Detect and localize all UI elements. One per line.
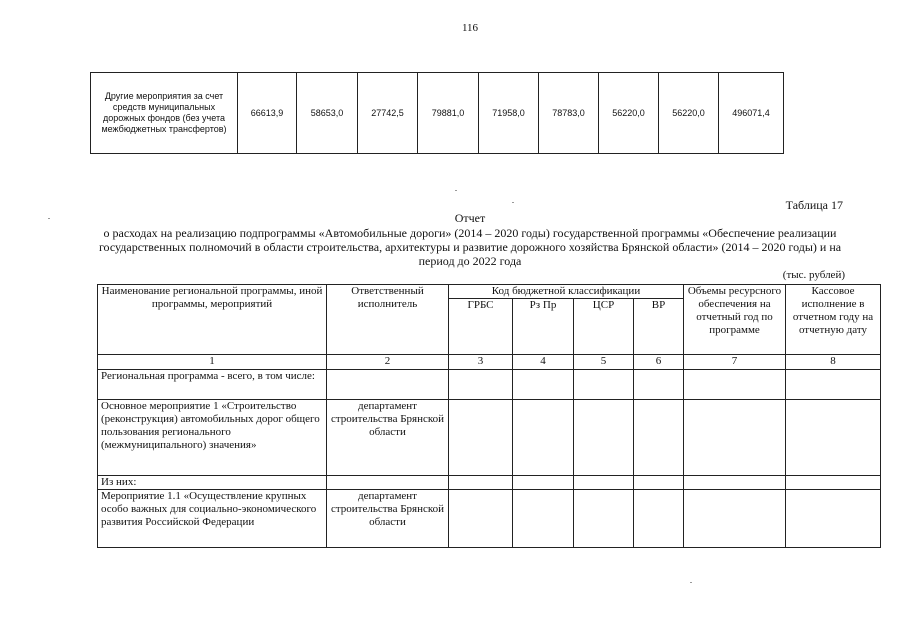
header-cash: Кассовое исполнение в отчетном году на отчетную дату bbox=[786, 285, 881, 355]
value-cell: 79881,0 bbox=[418, 73, 479, 154]
index-cell: 2 bbox=[327, 355, 449, 370]
header-csr: ЦСР bbox=[574, 299, 634, 355]
table-row bbox=[91, 73, 784, 154]
index-row bbox=[98, 355, 881, 370]
index-cell: 4 bbox=[513, 355, 574, 370]
value-cell: 71958,0 bbox=[479, 73, 539, 154]
units-label: (тыс. рублей) bbox=[782, 269, 845, 281]
header-rzpr: Рз Пр bbox=[513, 299, 574, 355]
header-volume: Объемы ресурсного обеспечения на отчетный год по программе bbox=[684, 285, 786, 355]
value-cell: 27742,5 bbox=[358, 73, 418, 154]
index-cell: 7 bbox=[684, 355, 786, 370]
index-cell: 8 bbox=[786, 355, 881, 370]
table-row bbox=[98, 370, 881, 400]
row-name: Основное мероприятие 1 «Строительство (реконструкция) автомобильных дорог общего пользования регионального (межмуниципального) значения» bbox=[98, 400, 327, 476]
header-executor: Ответственный исполнитель bbox=[327, 285, 449, 355]
index-cell: 6 bbox=[634, 355, 684, 370]
index-cell: 1 bbox=[98, 355, 327, 370]
row-executor: департамент строительства Брянской области bbox=[327, 400, 449, 476]
report-title: Отчет bbox=[454, 211, 486, 225]
scan-speck bbox=[512, 202, 514, 203]
value-cell: 56220,0 bbox=[599, 73, 659, 154]
row-name: Из них: bbox=[98, 476, 327, 490]
header-grbs: ГРБС bbox=[449, 299, 513, 355]
total-cell: 496071,4 bbox=[719, 73, 784, 154]
summary-table bbox=[90, 72, 784, 154]
report-subtitle: о расходах на реализацию подпрограммы «Автомобильные дороги» (2014 – 2020 годы) государственной программы «Обеспечение реализации государственных полномочий в области строительства, архитектуры и развитие дорожного хозяйства Брянской области» (2014 – 2020 годы) и на период до 2022 года bbox=[98, 226, 842, 268]
row-executor bbox=[327, 476, 449, 490]
header-row bbox=[98, 285, 881, 299]
row-name: Региональная программа - всего, в том числе: bbox=[98, 370, 327, 400]
table-row bbox=[98, 400, 881, 476]
value-cell: 78783,0 bbox=[539, 73, 599, 154]
value-cell: 58653,0 bbox=[297, 73, 358, 154]
report-table bbox=[97, 284, 881, 548]
table-row bbox=[98, 476, 881, 490]
table-number-label: Таблица 17 bbox=[785, 198, 843, 212]
table-row bbox=[98, 490, 881, 548]
index-cell: 3 bbox=[449, 355, 513, 370]
header-name: Наименование региональной программы, иной программы, мероприятий bbox=[98, 285, 327, 355]
value-cell: 66613,9 bbox=[238, 73, 297, 154]
row-label: Другие мероприятия за счет средств муниципальных дорожных фондов (без учета межбюджетных трансфертов) bbox=[91, 73, 238, 154]
header-budget-code: Код бюджетной классификации bbox=[449, 285, 684, 299]
row-name: Мероприятие 1.1 «Осуществление крупных особо важных для социально-экономического развития Российской Федерации bbox=[98, 490, 327, 548]
scan-speck bbox=[690, 582, 692, 583]
scan-speck bbox=[48, 218, 50, 219]
scan-speck bbox=[455, 190, 457, 191]
value-cell: 56220,0 bbox=[659, 73, 719, 154]
row-executor bbox=[327, 370, 449, 400]
header-vr: ВР bbox=[634, 299, 684, 355]
index-cell: 5 bbox=[574, 355, 634, 370]
row-executor: департамент строительства Брянской области bbox=[327, 490, 449, 548]
page-number: 116 bbox=[461, 22, 479, 34]
